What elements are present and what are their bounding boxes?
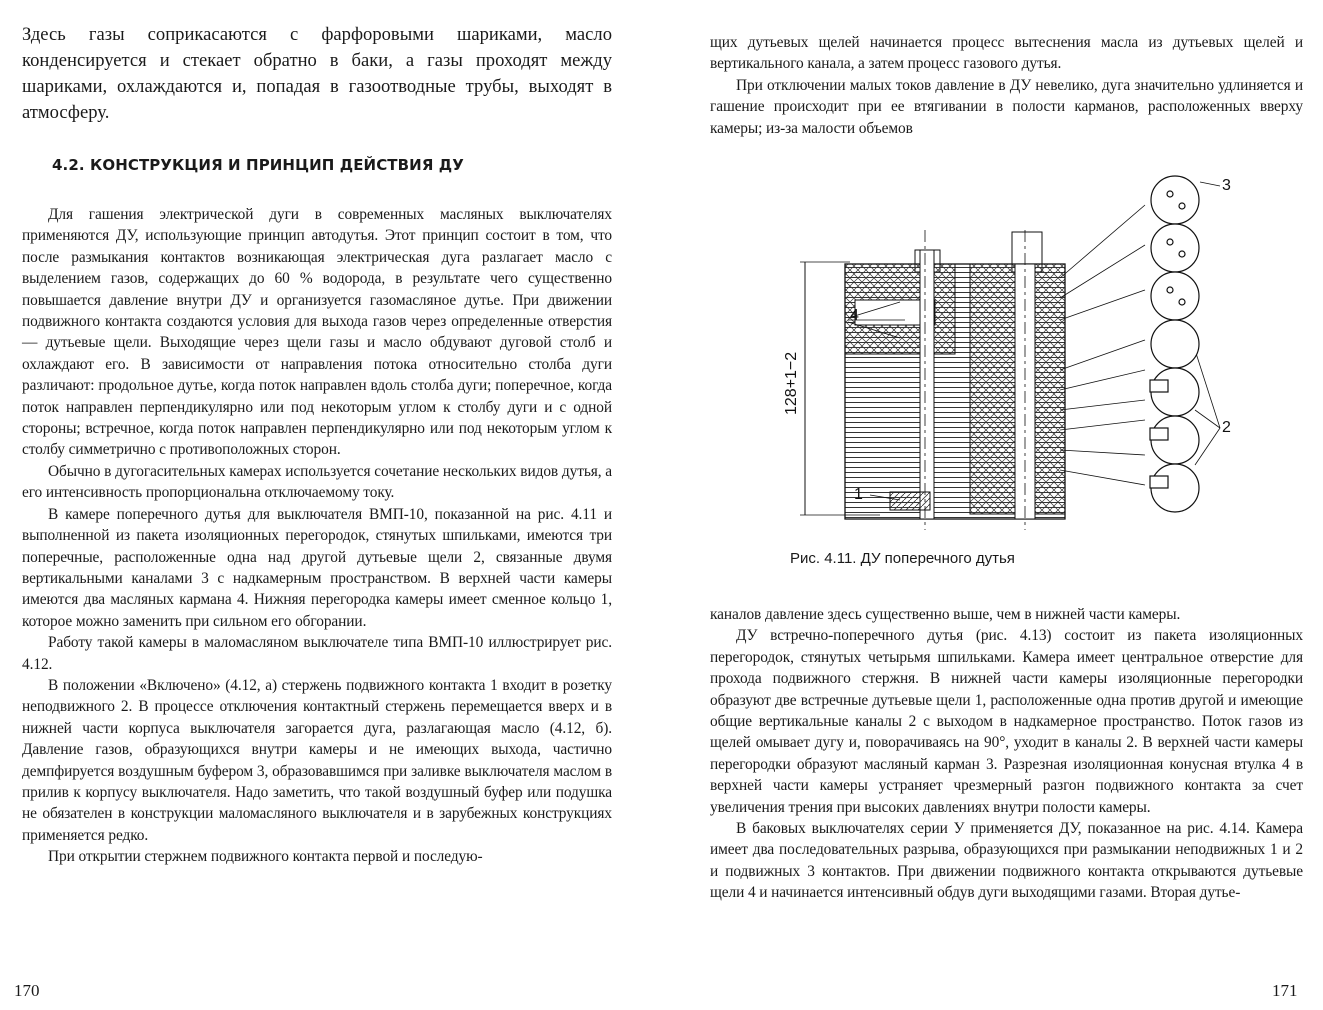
dimension-label: 128+1−2	[783, 351, 800, 415]
body-paragraph: ДУ встречно-поперечного дутья (рис. 4.13) состоит из пакета изоляционных перегородок, стянутых четырьмя шпильками. Камера имеет центральное отверстие для прохода подвижного стержня. В нижней части камеры изоляционные перегородки образуют две встречные дутьевые щели 1, расположенные одна против другой и имеющие общие вертикальные каналы 2 с выходом в надкамерное пространство. Поток газов из щелей омывает дугу и, поворачиваясь на 90°, уходит в каналы 2. В верхней части камеры перегородки образуют масляный карман 3. Разрезная изоляционная конусная втулка 4 в верхней части камеры устраняет чрезмерный разгон подвижного контакта за счет увеличения трения при высоких давлениях внутри полости камеры.	[710, 627, 1303, 816]
label-4: 4	[850, 307, 859, 324]
label-2: 2	[1222, 419, 1231, 436]
left-page	[22, 0, 612, 868]
body-paragraph: В положении «Включено» (4.12, а) стержень подвижного контакта 1 входит в розетку неподвижного 2. В процессе отключения контактный стержень перемещается вверх и в нижней части корпуса выключателя загорается дуга, разлагающая масло (4.12, б). Давление газов, образующихся внутри камеры и не имеющих выхода, частично демпфируется воздушным буфером 3, образовавшимся при заливке выключателя маслом в прилив к корпусу выключателя. Надо заметить, что такой воздушный буфер или подушка не обязателен в конструкции маломасляного выключателя и в зарубежных конструкциях применяется редко.	[22, 676, 612, 844]
intro-paragraph: Здесь газы соприкасаются с фарфоровыми шариками, масло конденсируется и стекает обратно в баки, а газы проходят между шариками, охлаждаются и, попадая в газоотводные трубы, выходят в атмосферу.	[22, 24, 612, 123]
right-bottom-text	[710, 604, 1303, 904]
label-1: 1	[854, 486, 863, 503]
body-paragraph: Работу такой камеры в маломасляном выключателе типа ВМП-10 иллюстрирует рис. 4.12.	[22, 634, 612, 673]
left-body	[22, 204, 612, 868]
arc-chute-drawing	[783, 170, 1260, 530]
body-paragraph: каналов давление здесь существенно выше, чем в нижней части камеры.	[710, 606, 1181, 623]
chamber-body	[845, 230, 1065, 530]
body-paragraph: При отключении малых токов давление в ДУ невелико, дуга значительно удлиняется и гашение происходит при ее втягивании в полости карманов, расположенных вверху камеры; из-за малости объемов	[710, 76, 1303, 137]
body-paragraph: щих дутьевых щелей начинается процесс вытеснения масла из дутьевых щелей и вертикального канала, а затем процесс газового дутья.	[710, 34, 1303, 73]
figure-caption: Рис. 4.11. ДУ поперечного дутья	[790, 550, 1015, 567]
body-paragraph: Для гашения электрической дуги в современных масляных выключателях применяются ДУ, использующие принцип автодутья. Этот принцип состоит в том, что после размыкания контактов возникающая электрическая дуга разлагает масло с выделением газов, содержащих до 60 % водорода, в результате чего существенно повышается давление внутри ДУ и организуется газомасляное дутье. При движении подвижного контакта создаются условия для выхода газов через определенные отверстия — дутьевые щели. Выходящие через щели газы и масло обдувают дуговой столб и охлаждают его. В зависимости от направления потока относительно столба дуги различают: продольное дутье, когда поток направлен вдоль столба дуги; поперечное, когда поток направлен перпендикулярно или под некоторым углом к столбу дуги и с одной стороны; встречное, когда поток направлен перпендикулярно или под некоторым углом к столбу симметрично с противоположных сторон.	[22, 206, 612, 459]
body-paragraph: Обычно в дугогасительных камерах используется сочетание нескольких видов дутья, а его интенсивность пропорциональна отключаемому току.	[22, 462, 612, 502]
page-number-left: 170	[14, 981, 40, 1000]
body-paragraph: В камере поперечного дутья для выключателя ВМП-10, показанной на рис. 4.11 и выполненной из пакета изоляционных перегородок, стянутых шпильками, имеются три поперечные, расположенные одна над другой дутьевые щели 2, связанные двумя вертикальными каналами 3 с надкамерным пространством. В верхней части камеры имеются два масляных кармана 4. Нижняя перегородка камеры имеет сменное кольцо 1, которое можно заменить при сильном его обгорании.	[22, 505, 612, 630]
body-paragraph: При открытии стержнем подвижного контакта первой и последую-	[48, 848, 483, 866]
label-3: 3	[1222, 177, 1231, 194]
plate-sections	[1150, 176, 1199, 512]
section-heading: 4.2. КОНСТРУКЦИЯ И ПРИНЦИП ДЕЙСТВИЯ ДУ	[52, 156, 464, 174]
right-top-text	[710, 32, 1303, 139]
page-number-right: 171	[1272, 981, 1298, 1000]
body-paragraph: В баковых выключателях серии У применяется ДУ, показанное на рис. 4.14. Камера имеет два последовательных разрыва, образующихся при размыкании неподвижных 1 и 2 и подвижных 3 контактов. При движении подвижного контакта открываются дутьевые щели 4 и начинается интенсивный обдув дуги выходящими газами. Вторая дутье-	[710, 820, 1303, 902]
